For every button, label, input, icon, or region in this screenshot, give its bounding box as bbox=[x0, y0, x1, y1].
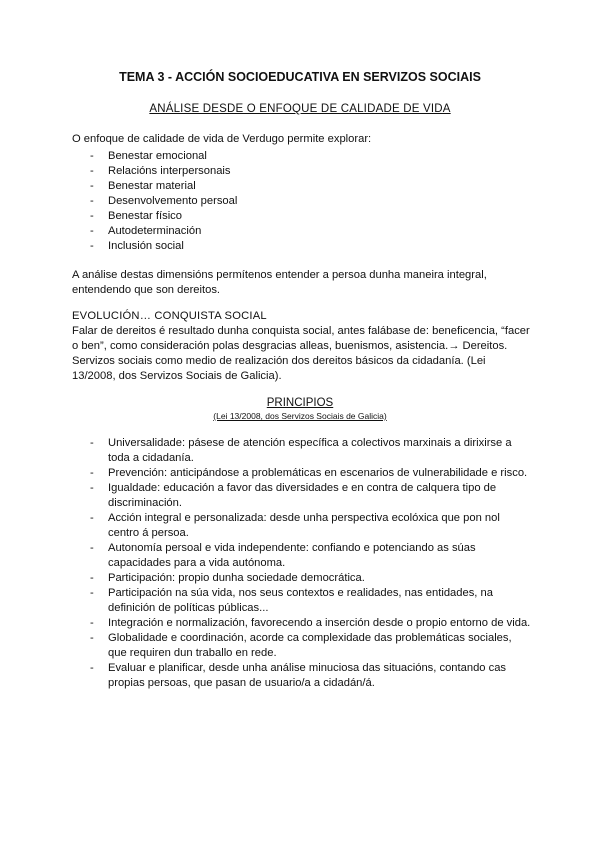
list-item: - Prevención: anticipándose a problemáticas en escenarios de vulnerabilidade e risco. bbox=[72, 466, 532, 481]
evolution-text-2: Servizos sociais como medio de realización dos dereitos básicos da cidadanía. (Lei 13/2008, dos Servizos Sociais de Galicia). bbox=[72, 355, 486, 382]
list-item: - Benestar material bbox=[72, 179, 532, 194]
evolution-heading: EVOLUCIÓN… CONQUISTA SOCIAL bbox=[72, 310, 267, 322]
principios-subheading: (Lei 13/2008, dos Servizos Sociais de Galicia) bbox=[213, 411, 387, 421]
section-subtitle: ANÁLISE DESDE O ENFOQUE DE CALIDADE DE VIDA bbox=[149, 103, 451, 115]
list-item: - Autonomía persoal e vida independente: confiando e potenciando as súas capacidades para a vida autónoma. bbox=[72, 541, 532, 571]
list-item: - Evaluar e planificar, desde unha análise minuciosa das situacións, contando cas propias persoas, que pasan de usuario/a a cidadán/á. bbox=[72, 661, 532, 691]
paragraph-dimensions: A análise destas dimensións permítenos entender a persoa dunha maneira integral, entendendo que son dereitos. bbox=[72, 269, 487, 296]
principios-section bbox=[72, 434, 532, 691]
evolution-text-1: Falar de dereitos é resultado dunha conquista social, antes falábase de: beneficencia, “facer o ben”, como consideración polas desgracias alleas, buenismos, asistencia.→ Dereitos. bbox=[72, 325, 530, 352]
document-title: TEMA 3 - ACCIÓN SOCIOEDUCATIVA EN SERVIZOS SOCIAIS bbox=[119, 70, 481, 84]
list-item: - Globalidade e coordinación, acorde ca complexidade das problemáticas sociales, que requiren dun traballo en rede. bbox=[72, 631, 532, 661]
dimensions-list bbox=[72, 149, 532, 254]
list-item: - Participación: propio dunha sociedade democrática. bbox=[72, 571, 532, 586]
intro-section bbox=[72, 132, 532, 254]
intro-text: O enfoque de calidade de vida de Verdugo permite explorar: bbox=[72, 133, 372, 145]
list-item: - Participación na súa vida, nos seus contextos e realidades, nas entidades, na definición de políticas públicas... bbox=[72, 586, 532, 616]
list-item: - Acción integral e personalizada: desde unha perspectiva ecolóxica que pon nol centro á persoa. bbox=[72, 511, 532, 541]
list-item: - Desenvolvemento persoal bbox=[72, 194, 532, 209]
list-item: - Inclusión social bbox=[72, 239, 532, 254]
list-item: - Relacións interpersonais bbox=[72, 164, 532, 179]
list-item: - Igualdade: educación a favor das diversidades e en contra de calquera tipo de discriminación. bbox=[72, 481, 532, 511]
list-item: - Benestar emocional bbox=[72, 149, 532, 164]
list-item: - Universalidade: pásese de atención específica a colectivos marxinais a dirixirse a toda a cidadanía. bbox=[72, 436, 532, 466]
list-item: - Integración e normalización, favorecendo a inserción desde o propio entorno de vida. bbox=[72, 616, 532, 631]
evolution-section bbox=[72, 309, 532, 384]
list-item: - Autodeterminación bbox=[72, 224, 532, 239]
principios-list bbox=[72, 436, 532, 691]
list-item: - Benestar físico bbox=[72, 209, 532, 224]
principios-heading: PRINCIPIOS bbox=[266, 397, 334, 409]
